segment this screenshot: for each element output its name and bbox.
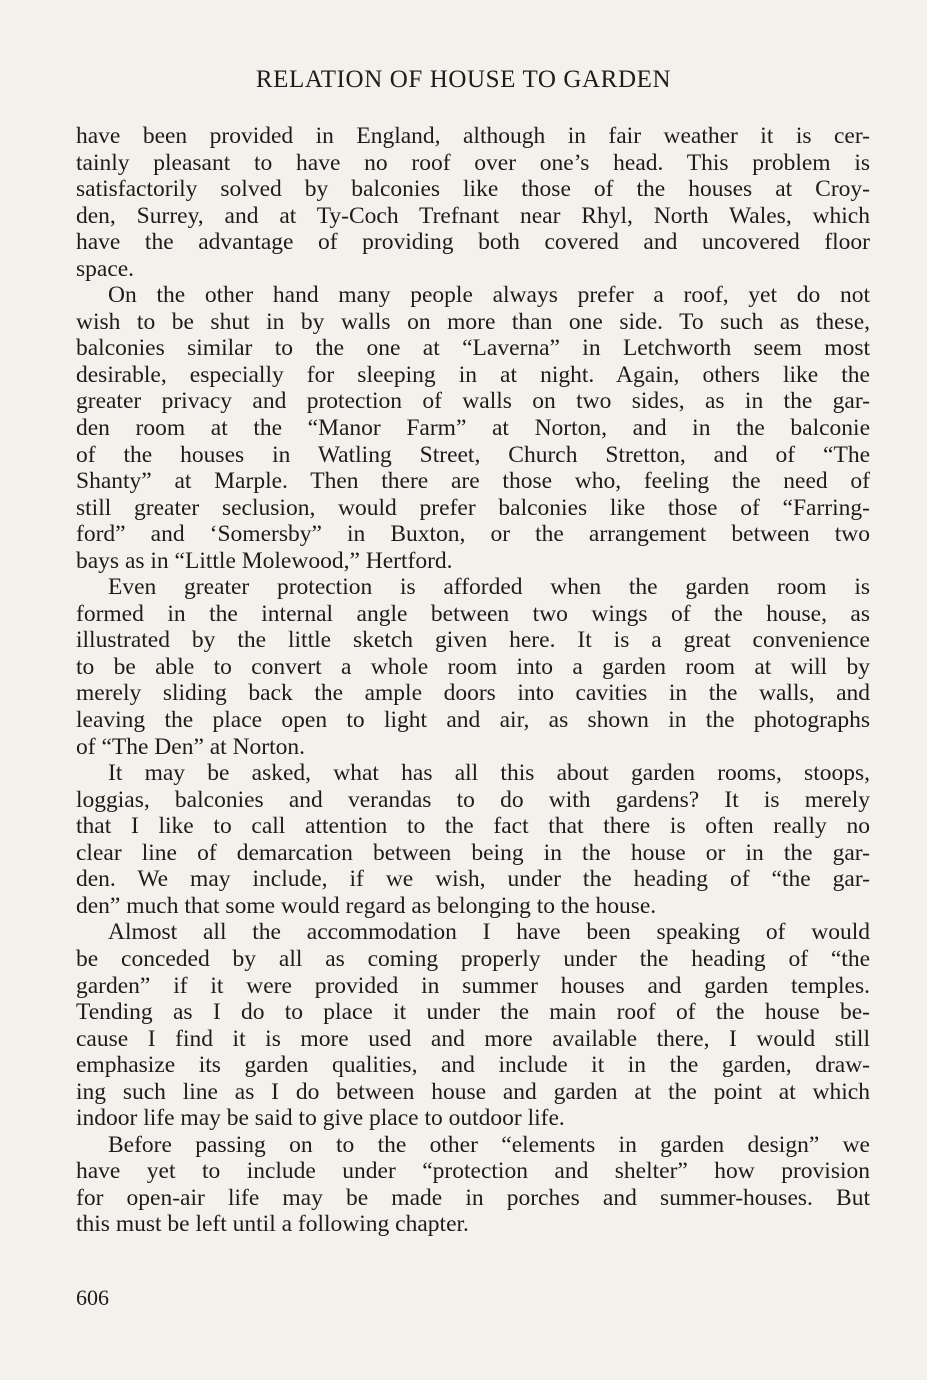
text-line: still greater seclusion, would prefer balconies like those of “Farring- (76, 494, 870, 521)
paragraph (76, 574, 870, 760)
body-text (76, 123, 870, 1238)
text-line: for open-air life may be made in porches and summer-houses. But (76, 1184, 870, 1211)
text-line: that I like to call attention to the fact that there is often really no (76, 813, 870, 840)
text-line: ford” and ‘Somersby” in Buxton, or the arrangement between two (76, 521, 870, 548)
text-line: this must be left until a following chapter. (76, 1211, 469, 1238)
text-line: cause I find it is more used and more available there, I would still (76, 1025, 870, 1052)
text-line: of the houses in Watling Street, Church Stretton, and of “The (76, 441, 870, 468)
text-line: Before passing on to the other “elements in garden design” we (108, 1131, 870, 1158)
text-line: balconies similar to the one at “Laverna” in Letchworth seem most (76, 335, 870, 362)
text-line: be conceded by all as coming properly under the heading of “the (76, 945, 870, 972)
text-line: den. We may include, if we wish, under the heading of “the gar- (76, 866, 870, 893)
text-line: greater privacy and protection of walls on two sides, as in the gar- (76, 388, 870, 415)
text-line: den” much that some would regard as belonging to the house. (76, 892, 657, 919)
text-line: emphasize its garden qualities, and include it in the garden, draw- (76, 1052, 870, 1079)
text-line: den room at the “Manor Farm” at Norton, and in the balconie (76, 415, 870, 442)
text-line: space. (76, 255, 135, 282)
paragraph (76, 919, 870, 1131)
text-line: Almost all the accommodation I have been speaking of would (108, 919, 870, 946)
text-line: ing such line as I do between house and garden at the point at which (76, 1078, 870, 1105)
running-head: RELATION OF HOUSE TO GARDEN (255, 66, 672, 93)
text-line: den, Surrey, and at Ty-Coch Trefnant near Rhyl, North Wales, which (76, 202, 870, 229)
text-line: desirable, especially for sleeping in at night. Again, others like the (76, 361, 870, 388)
text-line: On the other hand many people always prefer a roof, yet do not (108, 282, 870, 309)
text-line: of “The Den” at Norton. (76, 733, 306, 760)
text-line: bays as in “Little Molewood,” Hertford. (76, 547, 453, 574)
text-line: wish to be shut in by walls on more than one side. To such as these, (76, 308, 870, 335)
page-number: 606 (76, 1285, 109, 1310)
text-line: indoor life may be said to give place to outdoor life. (76, 1105, 565, 1132)
paragraph (76, 123, 870, 282)
text-line: illustrated by the little sketch given here. It is a great convenience (76, 627, 870, 654)
text-line: to be able to convert a whole room into a garden room at will by (76, 653, 870, 680)
text-line: Shanty” at Marple. Then there are those who, feeling the need of (76, 468, 870, 495)
text-line: merely sliding back the ample doors into cavities in the walls, and (76, 680, 870, 707)
text-line: garden” if it were provided in summer houses and garden temples. (76, 972, 870, 999)
text-line: loggias, balconies and verandas to do with gardens? It is merely (76, 786, 870, 813)
text-line: tainly pleasant to have no roof over one’s head. This problem is (76, 149, 870, 176)
paragraph (76, 1132, 870, 1238)
text-line: Tending as I do to place it under the main roof of the house be- (76, 999, 870, 1026)
text-line: Even greater protection is afforded when the garden room is (108, 574, 870, 601)
text-line: leaving the place open to light and air, as shown in the photographs (76, 707, 870, 734)
text-line: have the advantage of providing both covered and uncovered floor (76, 229, 870, 256)
text-line: It may be asked, what has all this about garden rooms, stoops, (108, 760, 870, 787)
text-line: formed in the internal angle between two wings of the house, as (76, 600, 870, 627)
text-line: have been provided in England, although in fair weather it is cer- (76, 123, 870, 149)
text-line: satisfactorily solved by balconies like those of the houses at Croy- (76, 176, 870, 203)
text-line: have yet to include under “protection and shelter” how provision (76, 1158, 870, 1185)
text-line: clear line of demarcation between being in the house or in the gar- (76, 839, 870, 866)
paragraph (76, 282, 870, 574)
paragraph (76, 760, 870, 919)
